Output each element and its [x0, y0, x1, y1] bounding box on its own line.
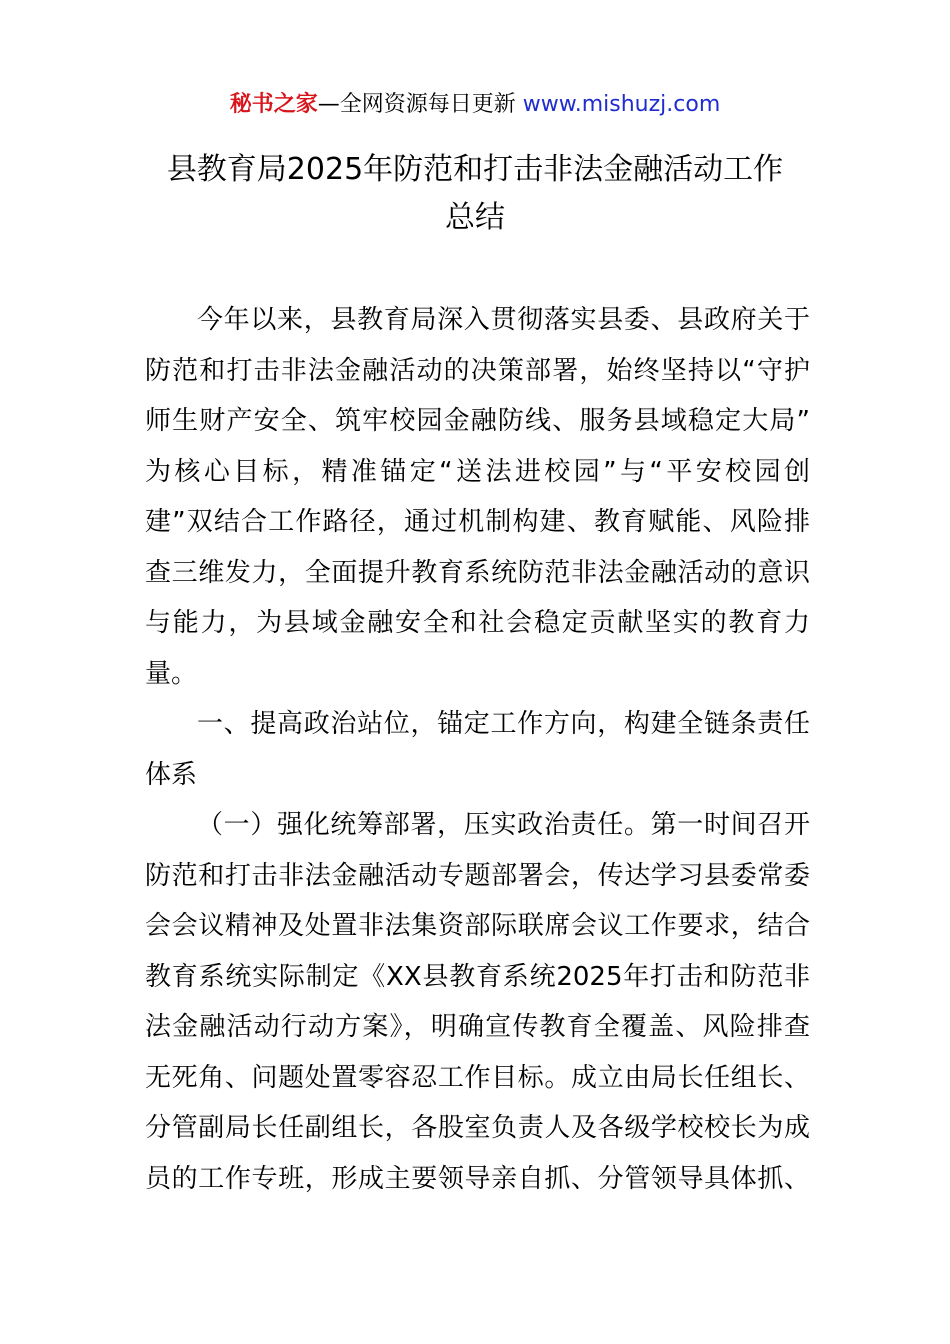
- paragraph-line: 量。: [145, 658, 198, 689]
- site-url-link[interactable]: www.mishuzj.com: [522, 92, 721, 117]
- paragraph-line: 与能力，为县域金融安全和社会稳定贡献坚实的教育力: [145, 608, 810, 638]
- paragraph-line: 会会议精神及处置非法集资部际联席会议工作要求，结合: [145, 911, 810, 941]
- paragraph-line: 法金融活动行动方案》，明确宣传教育全覆盖、风险排查: [145, 1012, 810, 1042]
- paragraph-line: 教育系统实际制定《XX县教育系统2025年打击和防范非: [145, 961, 810, 992]
- title-line-2: 总结: [445, 200, 505, 235]
- document-body: [145, 295, 810, 1204]
- page-header: [0, 88, 950, 122]
- document-title: [100, 146, 850, 242]
- paragraph-line: 员的工作专班，形成主要领导亲自抓、分管领导具体抓、: [145, 1163, 810, 1194]
- paragraph-line: （一）强化统筹部署，压实政治责任。第一时间召开: [197, 810, 810, 840]
- paragraph-line: 师生财产安全、筑牢校园金融防线、服务县域稳定大局”: [145, 406, 810, 436]
- paragraph-line: 分管副局长任副组长，各股室负责人及各级学校校长为成: [145, 1113, 810, 1143]
- paragraph-line: 建”双结合工作路径，通过机制构建、教育赋能、风险排: [145, 507, 810, 537]
- paragraph-line: 防范和打击非法金融活动专题部署会，传达学习县委常委: [145, 860, 810, 891]
- title-line-1: 县教育局2025年防范和打击非法金融活动工作: [166, 152, 784, 187]
- brand-name: 秘书之家: [229, 92, 318, 117]
- paragraph-line: 无死角、问题处置零容忍工作目标。成立由局长任组长、: [145, 1062, 810, 1093]
- paragraph-line: 查三维发力，全面提升教育系统防范非法金融活动的意识: [145, 557, 810, 588]
- paragraph-line: 防范和打击非法金融活动的决策部署，始终坚持以“守护: [145, 355, 810, 386]
- paragraph-line: 今年以来，县教育局深入贯彻落实县委、县政府关于: [197, 305, 810, 335]
- paragraph-line: 为核心目标，精准锚定“送法进校园”与“平安校园创: [145, 456, 810, 487]
- section-heading-line: 体系: [145, 759, 198, 790]
- section-heading-line: 一、提高政治站位，锚定工作方向，构建全链条责任: [197, 709, 810, 739]
- header-tagline: —全网资源每日更新: [317, 92, 523, 117]
